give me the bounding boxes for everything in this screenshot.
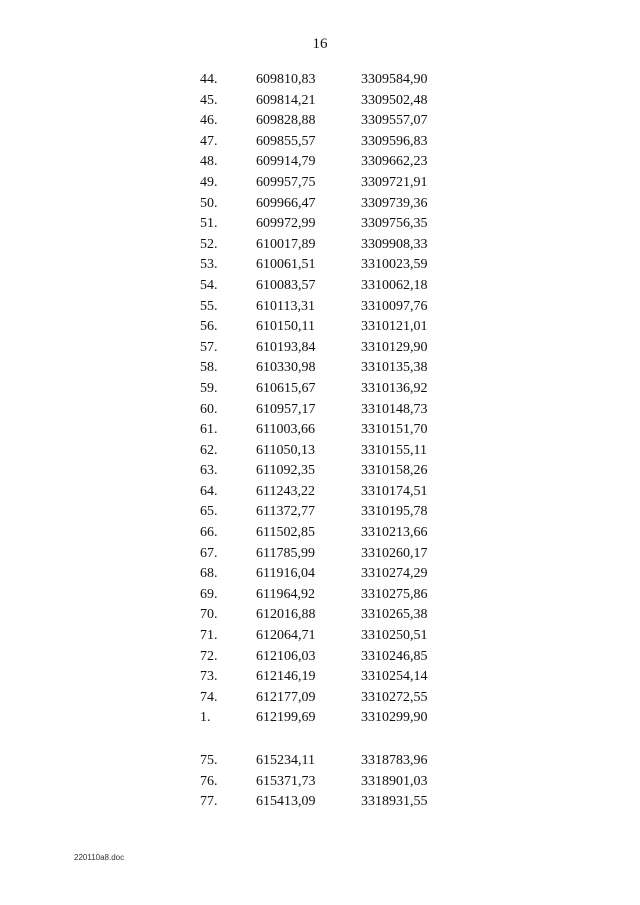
coordinate-row [200, 276, 460, 297]
coordinate-row [200, 751, 460, 772]
coordinates-group-1 [200, 70, 460, 729]
x-coordinate: 615413,09 [256, 794, 316, 810]
x-coordinate: 610083,57 [256, 277, 316, 293]
coordinate-row [200, 605, 460, 626]
coordinate-row [200, 297, 460, 318]
point-number: 73. [200, 669, 218, 685]
point-number: 54. [200, 277, 218, 293]
point-number: 66. [200, 525, 218, 541]
y-coordinate: 3310158,26 [361, 463, 428, 479]
coordinates-group-2 [200, 751, 460, 813]
x-coordinate: 611003,66 [256, 422, 315, 438]
x-coordinate: 612177,09 [256, 689, 316, 705]
point-number: 45. [200, 92, 218, 108]
point-number: 55. [200, 298, 218, 314]
y-coordinate: 3310272,55 [361, 689, 428, 705]
point-number: 44. [200, 72, 218, 87]
point-number: 53. [200, 257, 218, 273]
point-number: 75. [200, 753, 218, 768]
x-coordinate: 612064,71 [256, 628, 316, 644]
y-coordinate: 3310274,29 [361, 566, 428, 582]
y-coordinate: 3310265,38 [361, 607, 428, 623]
point-number: 68. [200, 566, 218, 582]
coordinate-row [200, 214, 460, 235]
point-number: 71. [200, 628, 218, 644]
y-coordinate: 3310299,90 [361, 710, 428, 726]
point-number: 57. [200, 339, 218, 355]
coordinate-row [200, 152, 460, 173]
point-number: 46. [200, 113, 218, 129]
coordinate-row [200, 523, 460, 544]
coordinate-row [200, 132, 460, 153]
point-number: 77. [200, 794, 218, 810]
coordinate-row [200, 772, 460, 793]
x-coordinate: 609810,83 [256, 72, 316, 87]
y-coordinate: 3310121,01 [361, 319, 428, 335]
y-coordinate: 3310155,11 [361, 442, 427, 458]
y-coordinate: 3309721,91 [361, 174, 428, 190]
point-number: 52. [200, 236, 218, 252]
x-coordinate: 610615,67 [256, 380, 316, 396]
x-coordinate: 609957,75 [256, 174, 316, 190]
y-coordinate: 3309596,83 [361, 133, 428, 149]
x-coordinate: 609855,57 [256, 133, 316, 149]
y-coordinate: 3309739,36 [361, 195, 428, 211]
y-coordinate: 3310254,14 [361, 669, 428, 685]
coordinate-row [200, 708, 460, 729]
point-number: 58. [200, 360, 218, 376]
coordinate-row [200, 420, 460, 441]
point-number: 1. [200, 710, 211, 726]
y-coordinate: 3309502,48 [361, 92, 428, 108]
x-coordinate: 611964,92 [256, 586, 315, 602]
y-coordinate: 3309662,23 [361, 154, 428, 170]
x-coordinate: 609972,99 [256, 216, 316, 232]
x-coordinate: 610150,11 [256, 319, 315, 335]
x-coordinate: 612199,69 [256, 710, 316, 726]
x-coordinate: 611916,04 [256, 566, 315, 582]
coordinate-row [200, 626, 460, 647]
coordinate-row [200, 70, 460, 91]
y-coordinate: 3309584,90 [361, 72, 428, 87]
coordinate-row [200, 647, 460, 668]
x-coordinate: 611785,99 [256, 545, 315, 561]
x-coordinate: 611243,22 [256, 483, 315, 499]
x-coordinate: 609814,21 [256, 92, 316, 108]
x-coordinate: 610061,51 [256, 257, 316, 273]
group-gap [200, 729, 460, 751]
y-coordinate: 3310246,85 [361, 648, 428, 664]
point-number: 61. [200, 422, 218, 438]
point-number: 47. [200, 133, 218, 149]
y-coordinate: 3309756,35 [361, 216, 428, 232]
x-coordinate: 609966,47 [256, 195, 316, 211]
y-coordinate: 3310250,51 [361, 628, 428, 644]
coordinate-row [200, 688, 460, 709]
point-number: 69. [200, 586, 218, 602]
y-coordinate: 3310275,86 [361, 586, 428, 602]
x-coordinate: 610330,98 [256, 360, 316, 376]
coordinate-row [200, 544, 460, 565]
coordinate-row [200, 564, 460, 585]
point-number: 72. [200, 648, 218, 664]
point-number: 76. [200, 773, 218, 789]
footer-filename: 220110a8.doc [74, 853, 125, 862]
y-coordinate: 3318931,55 [361, 794, 428, 810]
y-coordinate: 3310129,90 [361, 339, 428, 355]
y-coordinate: 3310213,66 [361, 525, 428, 541]
x-coordinate: 611050,13 [256, 442, 315, 458]
coordinate-row [200, 317, 460, 338]
coordinate-row [200, 235, 460, 256]
coordinate-row [200, 441, 460, 462]
y-coordinate: 3310174,51 [361, 483, 428, 499]
coordinate-row [200, 194, 460, 215]
coordinate-row [200, 792, 460, 813]
coordinate-row [200, 461, 460, 482]
coordinate-row [200, 482, 460, 503]
page-number: 16 [312, 36, 328, 52]
x-coordinate: 610113,31 [256, 298, 315, 314]
coordinate-row [200, 173, 460, 194]
point-number: 70. [200, 607, 218, 623]
x-coordinate: 609828,88 [256, 113, 316, 129]
x-coordinate: 611092,35 [256, 463, 315, 479]
y-coordinate: 3310023,59 [361, 257, 428, 273]
point-number: 64. [200, 483, 218, 499]
x-coordinate: 615234,11 [256, 753, 315, 768]
y-coordinate: 3318783,96 [361, 753, 428, 768]
coordinate-row [200, 379, 460, 400]
x-coordinate: 609914,79 [256, 154, 316, 170]
point-number: 56. [200, 319, 218, 335]
y-coordinate: 3310136,92 [361, 380, 428, 396]
y-coordinate: 3310151,70 [361, 422, 428, 438]
point-number: 59. [200, 380, 218, 396]
y-coordinate: 3310062,18 [361, 277, 428, 293]
y-coordinate: 3310097,76 [361, 298, 428, 314]
x-coordinate: 611502,85 [256, 525, 315, 541]
point-number: 62. [200, 442, 218, 458]
x-coordinate: 612146,19 [256, 669, 316, 685]
point-number: 50. [200, 195, 218, 211]
x-coordinate: 610017,89 [256, 236, 316, 252]
y-coordinate: 3309557,07 [361, 113, 428, 129]
x-coordinate: 615371,73 [256, 773, 316, 789]
x-coordinate: 612106,03 [256, 648, 316, 664]
y-coordinate: 3310260,17 [361, 545, 428, 561]
coordinate-row [200, 338, 460, 359]
point-number: 65. [200, 504, 218, 520]
coordinate-row [200, 400, 460, 421]
point-number: 49. [200, 174, 218, 190]
point-number: 48. [200, 154, 218, 170]
x-coordinate: 610193,84 [256, 339, 316, 355]
y-coordinate: 3310195,78 [361, 504, 428, 520]
y-coordinate: 3318901,03 [361, 773, 428, 789]
x-coordinate: 611372,77 [256, 504, 315, 520]
point-number: 67. [200, 545, 218, 561]
coordinate-row [200, 111, 460, 132]
x-coordinate: 612016,88 [256, 607, 316, 623]
coordinates-table [200, 70, 460, 813]
point-number: 60. [200, 401, 218, 417]
coordinate-row [200, 502, 460, 523]
coordinate-row [200, 667, 460, 688]
y-coordinate: 3310148,73 [361, 401, 428, 417]
y-coordinate: 3310135,38 [361, 360, 428, 376]
x-coordinate: 610957,17 [256, 401, 316, 417]
coordinate-row [200, 585, 460, 606]
coordinate-row [200, 91, 460, 112]
point-number: 74. [200, 689, 218, 705]
point-number: 51. [200, 216, 218, 232]
coordinate-row [200, 358, 460, 379]
coordinate-row [200, 255, 460, 276]
y-coordinate: 3309908,33 [361, 236, 428, 252]
point-number: 63. [200, 463, 218, 479]
